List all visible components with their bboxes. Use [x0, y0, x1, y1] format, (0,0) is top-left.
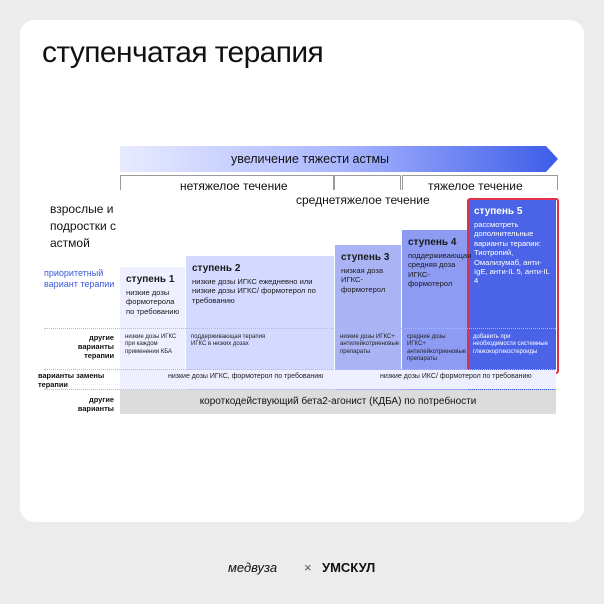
page-title: ступенчатая терапия — [42, 36, 324, 69]
step-3-cell — [335, 245, 401, 294]
step-5-cell — [468, 199, 556, 286]
preferred-row-label: приоритетный вариант терапии — [44, 268, 115, 289]
step-1-other: низкие дозы ИГКС при каждом применении КБА — [125, 334, 177, 355]
other2-row-label: другие варианты — [77, 395, 114, 413]
mild-label: нетяжелое течение — [180, 179, 288, 193]
brand-medvuza-text: медвуза — [228, 560, 278, 575]
step-4-title: ступень 4 — [408, 237, 457, 248]
cross-icon: × — [304, 560, 312, 575]
other2-text: короткодействующий бета2-агонист (КДБА) по потребности — [199, 396, 477, 407]
step-3-title: ступень 3 — [341, 252, 390, 263]
patient-group: взрослые и подростки с астмой — [50, 202, 117, 250]
step-1-cell — [120, 267, 185, 316]
replacement-left: низкие дозы ИГКС, формотерол по требованию — [168, 373, 324, 380]
severe-label: тяжелое течение — [428, 179, 523, 193]
step-4-cell — [402, 230, 472, 289]
moderate-label: среднетяжелое течение — [296, 193, 430, 207]
brand-umskul: УМСКУЛ — [322, 560, 376, 575]
other-row-label: другие варианты терапии — [77, 333, 114, 360]
moderate-bracket — [334, 175, 401, 190]
step-2-text: низкие дозы ИГКС ежедневно или низкие дозы ИГКС/ формотерол по требованию — [192, 277, 316, 305]
step-1-text: низкие дозы формотерола по требованию — [126, 288, 180, 316]
step-2-other: поддерживающая терапия ИГКС в низких дозах — [191, 334, 266, 348]
step-2-cell — [186, 256, 326, 305]
step-3-other: низкие дозы ИГКС+ антилейкотриеновые препараты — [340, 334, 400, 355]
step-5-title: ступень 5 — [474, 206, 523, 217]
severity-arrow-label: увеличение тяжести астмы — [230, 152, 390, 166]
replacement-right: низкие дозы ИКС/ формотерол по требованию — [380, 373, 532, 380]
step-4-text: поддерживающая средняя доза ИГКС-формотерол — [408, 251, 472, 289]
step-1-title: ступень 1 — [126, 274, 175, 285]
step-2-title: ступень 2 — [192, 263, 241, 274]
replacement-row-label: варианты замены терапии — [38, 371, 105, 389]
step-5-text: рассмотреть дополнительные варианты терапии: Тиотропий, Омализумаб, анти-IgE, анти-IL 5, анти-IL 4 — [474, 220, 550, 286]
step-4-other: средние дозы ИГКС+ антилейкотриеновые препараты — [407, 334, 467, 363]
brand-medvuza — [228, 560, 277, 575]
step-3-text: низкая доза ИГКС-формотерол — [341, 266, 386, 294]
step-5-other: добавить при необходимости системные глюкокортикостероиды — [473, 334, 548, 355]
